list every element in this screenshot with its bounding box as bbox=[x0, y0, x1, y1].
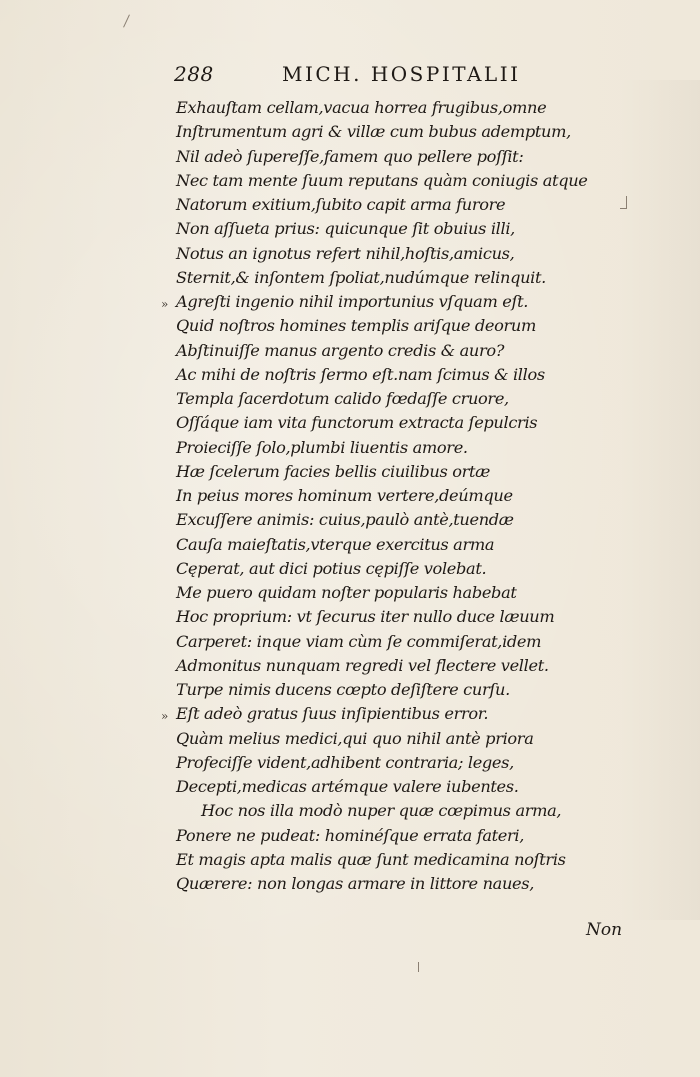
verse-line: Oſſáque iam vita functorum extracta ſepulcris bbox=[176, 413, 538, 433]
verse-line: Hoc proprium: vt ſecurus iter nullo duce læuum bbox=[176, 607, 555, 627]
pencil-mark-bottom bbox=[418, 962, 419, 972]
verse-line: Ponere ne pudeat: hominéſque errata fateri, bbox=[176, 825, 525, 845]
verse-line: Templa ſacerdotum calido fœdaſſe cruore, bbox=[176, 389, 509, 408]
verse-line: Quàm melius medici,qui quo nihil antè priora bbox=[176, 728, 534, 748]
verse-line: Quid noſtros homines templis ariſque deorum bbox=[176, 316, 536, 336]
verse-line: Profeciſſe vident,adhibent contraria; leges, bbox=[176, 752, 514, 772]
verse-line: Notus an ignotus refert nihil,hoſtis,amicus, bbox=[176, 243, 515, 263]
verse-line: Admonitus nunquam regredi vel flectere vellet. bbox=[176, 655, 549, 675]
verse-line: Inſtrumentum agri & villæ cum bubus ademptum, bbox=[176, 122, 571, 142]
verse-line: Decepti,medicas artémque valere iubentes. bbox=[176, 777, 519, 796]
verse-line: In peius mores hominum vertere,deúmque bbox=[176, 486, 513, 505]
verse-line: Natorum exitium,ſubito capit arma furore bbox=[176, 195, 506, 214]
verse-line: Et magis apta malis quæ ſunt medicamina noſtris bbox=[176, 849, 566, 869]
verse-line: Non aſſueta prius: quicunque ſit obuius illi, bbox=[176, 219, 515, 239]
verse-line: Cęperat, aut dici potius cępiſſe volebat. bbox=[176, 558, 487, 578]
verse-line: Excuſſere animis: cuius,paulò antè,tuendæ bbox=[176, 510, 514, 530]
verse-line: Turpe nimis ducens cœpto deſiſtere curſu. bbox=[176, 680, 510, 699]
pencil-mark-top bbox=[123, 14, 130, 27]
show-through-shadow bbox=[620, 80, 700, 920]
verse-line: Exhauſtam cellam,vacua horrea frugibus,omne bbox=[176, 98, 547, 117]
verse-line: Agreſti ingenio nihil importunius vſquam eſt. bbox=[176, 292, 529, 311]
page-header bbox=[174, 62, 574, 92]
catchword: Non bbox=[586, 920, 623, 940]
quotation-marker: » bbox=[161, 709, 169, 724]
verse-line: Nil adeò ſupereſſe,famem quo pellere poſſit: bbox=[176, 146, 524, 166]
verse-line: Hæ ſcelerum facies bellis ciuilibus ortæ bbox=[176, 461, 491, 481]
pencil-mark-margin bbox=[620, 196, 627, 209]
verse-line: Proieciſſe ſolo,plumbi liuentis amore. bbox=[176, 437, 468, 457]
verse-line: Me puero quidam noſter popularis habebat bbox=[176, 583, 517, 602]
verse-line: Quærere: non longas armare in littore naues, bbox=[176, 874, 535, 893]
verse-line: Sternit,& inſontem ſpoliat,nudúmque relinquit. bbox=[176, 267, 546, 287]
verse-line: Ac mihi de noſtris ſermo eſt.nam ſcimus & illos bbox=[176, 364, 545, 384]
running-head: MICH. HOSPITALII bbox=[282, 62, 521, 86]
quotation-marker: » bbox=[161, 297, 169, 311]
verse-line: Carperet: inque viam cùm ſe commiſerat,idem bbox=[176, 631, 542, 651]
verse-line: Cauſa maieſtatis,vterque exercitus arma bbox=[176, 534, 495, 554]
page-number: 288 bbox=[174, 62, 214, 86]
verse-line: Abſtinuiſſe manus argento credis & auro? bbox=[176, 340, 505, 360]
verse-line: Hoc nos illa modò nuper quæ cœpimus arma, bbox=[201, 801, 562, 821]
verse-line: Eſt adeò gratus ſuus inſipientibus error. bbox=[176, 704, 489, 724]
verse-line: Nec tam mente ſuum reputans quàm coniugis atque bbox=[176, 170, 588, 190]
